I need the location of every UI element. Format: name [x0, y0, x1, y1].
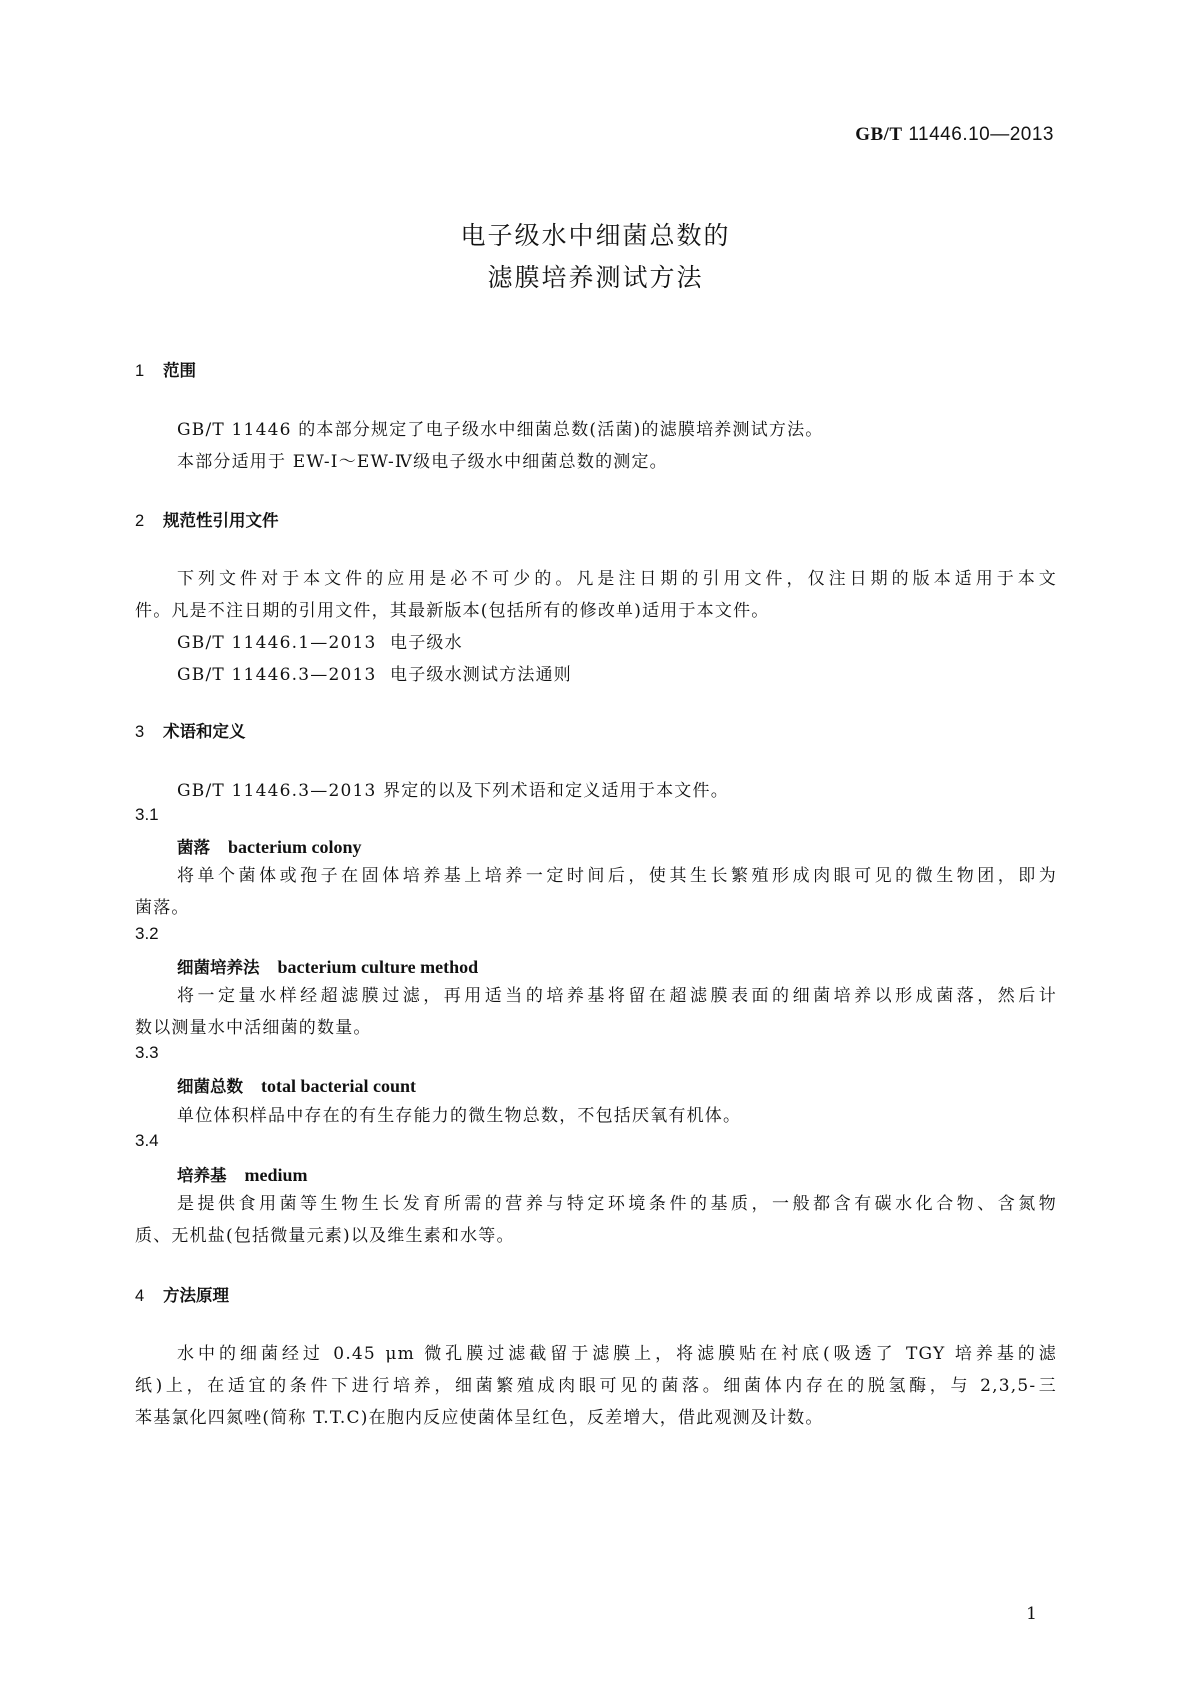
- term-heading: [177, 954, 478, 978]
- section-title: 术语和定义: [163, 722, 246, 741]
- term-english: medium: [244, 1165, 308, 1185]
- term-definition-line-1: 将单个菌体或孢子在固体培养基上培养一定时间后，使其生长繁殖形成肉眼可见的微生物团，即为: [177, 866, 1057, 886]
- section-2-paragraph-line-1: 下列文件对于本文件的应用是必不可少的。凡是注日期的引用文件，仅注日期的版本适用于本文: [177, 569, 1057, 589]
- section-title: 方法原理: [163, 1286, 229, 1305]
- section-number: 3: [135, 723, 145, 741]
- term-number: 3.2: [135, 924, 159, 943]
- reference-item: [177, 660, 572, 685]
- term-english: total bacterial count: [261, 1076, 416, 1096]
- reference-title: 电子级水测试方法通则: [390, 665, 572, 685]
- term-chinese: 细菌总数: [177, 1077, 243, 1096]
- page-number: 1: [1026, 1604, 1037, 1624]
- section-4-line-3: 苯基氯化四氮唑(简称 T.T.C)在胞内反应使菌体呈红色，反差增大，借此观测及计数。: [135, 1408, 824, 1428]
- term-chinese: 细菌培养法: [177, 958, 260, 977]
- section-1-paragraph-1: GB/T 11446 的本部分规定了电子级水中细菌总数(活菌)的滤膜培养测试方法。: [177, 420, 824, 440]
- term-number: 3.3: [135, 1043, 159, 1062]
- term-chinese: 培养基: [177, 1166, 227, 1185]
- section-3-heading: [135, 718, 246, 742]
- title-line-1: 电子级水中细菌总数的: [460, 221, 731, 250]
- section-1-heading: [135, 357, 196, 381]
- term-chinese: 菌落: [177, 838, 210, 857]
- section-title: 规范性引用文件: [163, 511, 279, 530]
- reference-title: 电子级水: [390, 633, 463, 653]
- section-3-intro: GB/T 11446.3—2013 界定的以及下列术语和定义适用于本文件。: [177, 781, 729, 801]
- title-line-2: 滤膜培养测试方法: [487, 263, 704, 292]
- section-4-heading: [135, 1282, 229, 1306]
- section-title: 范围: [163, 361, 196, 380]
- term-definition-line-1: 将一定量水样经超滤膜过滤，再用适当的培养基将留在超滤膜表面的细菌培养以形成菌落，然后计: [177, 986, 1057, 1006]
- reference-item: [177, 628, 463, 653]
- term-heading: [177, 1073, 416, 1097]
- section-1-paragraph-2: 本部分适用于 EW-Ⅰ～EW-Ⅳ级电子级水中细菌总数的测定。: [177, 452, 668, 472]
- document-number: [855, 124, 1054, 146]
- term-definition-line-2: 菌落。: [135, 898, 190, 918]
- section-2-paragraph-line-2: 件。凡是不注日期的引用文件，其最新版本(包括所有的修改单)适用于本文件。: [135, 601, 770, 621]
- term-english: bacterium culture method: [277, 957, 479, 977]
- section-number: 4: [135, 1287, 145, 1305]
- term-number: 3.4: [135, 1131, 159, 1150]
- doc-number: 11446.10—2013: [908, 124, 1054, 145]
- term-heading: [177, 834, 361, 858]
- term-english: bacterium colony: [228, 837, 362, 857]
- section-4-line-2: 纸)上，在适宜的条件下进行培养，细菌繁殖成肉眼可见的菌落。细菌体内存在的脱氢酶，与 2,3,5-三: [135, 1376, 1057, 1396]
- section-number: 1: [135, 362, 145, 380]
- term-definition-line-2: 质、无机盐(包括微量元素)以及维生素和水等。: [135, 1226, 515, 1246]
- section-2-heading: [135, 507, 279, 531]
- term-heading: [177, 1162, 308, 1186]
- reference-code: GB/T 11446.3—2013: [177, 665, 377, 685]
- section-number: 2: [135, 512, 145, 530]
- section-4-line-1: 水中的细菌经过 0.45 μm 微孔膜过滤截留于滤膜上，将滤膜贴在衬底(吸透了 TGY 培养基的滤: [177, 1344, 1057, 1364]
- reference-code: GB/T 11446.1—2013: [177, 633, 377, 653]
- term-definition-line-2: 数以测量水中活细菌的数量。: [135, 1018, 372, 1038]
- term-definition-line-1: 单位体积样品中存在的有生存能力的微生物总数，不包括厌氧有机体。: [177, 1106, 742, 1126]
- term-number: 3.1: [135, 805, 159, 824]
- doc-prefix: GB/T: [855, 124, 903, 145]
- term-definition-line-1: 是提供食用菌等生物生长发育所需的营养与特定环境条件的基质，一般都含有碳水化合物、含氮物: [177, 1194, 1057, 1214]
